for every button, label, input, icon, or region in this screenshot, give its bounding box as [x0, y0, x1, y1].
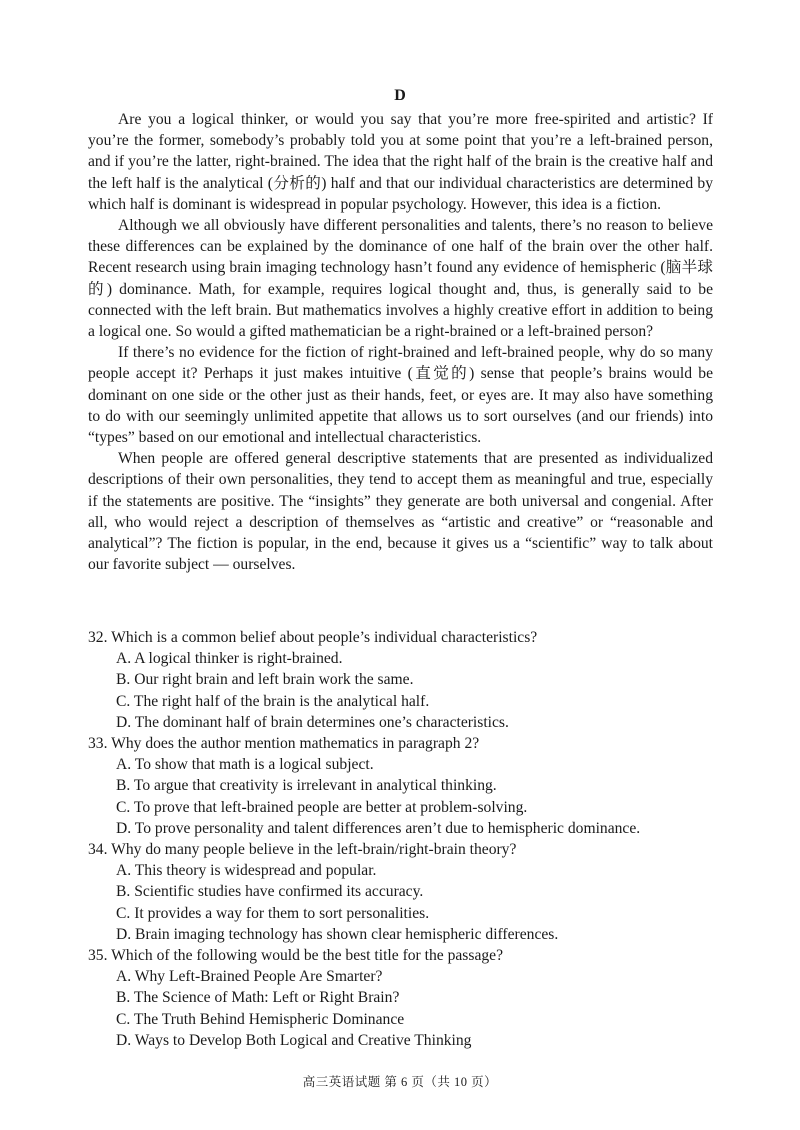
option-a: A. To show that math is a logical subject.: [116, 756, 374, 774]
question-stem: 32. Which is a common belief about people’s individual characteristics?: [88, 629, 538, 646]
option-list: [88, 860, 713, 945]
option-c: C. The Truth Behind Hemispheric Dominance: [116, 1010, 405, 1028]
question-list: [88, 627, 713, 1051]
option-a: A. A logical thinker is right-brained.: [116, 650, 343, 668]
option-d: D. Brain imaging technology has shown clear hemispheric differences.: [116, 925, 559, 943]
question-32: [88, 627, 713, 733]
option-d: D. To prove personality and talent differences aren’t due to hemispheric dominance.: [116, 819, 641, 837]
passage-paragraph-3: If there’s no evidence for the fiction of right-brained and left-brained people, why do so many people accept it? Perhaps it just makes intuitive (直觉的) sense that people’s brains would be dominant on one side or the other just as their hands, feet, or eyes are. It may also have something to do with our seemingly unlimited appetite that allows us to sort ourselves (and our friends) into “types” based on our emotional and intellectual characteristics.: [88, 344, 713, 447]
reading-passage: [88, 109, 713, 575]
passage-paragraph-2: Although we all obviously have different personalities and talents, there’s no reason to believe these differences can be explained by the dominance of one half of the brain over the other half. Recent research using brain imaging technology hasn’t found any evidence of hemispheric (脑半球的) dominance. Math, for example, requires logical thought and, thus, is generally said to be connected with the left brain. But mathematics involves a highly creative effort in addition to being a logical one. So would a gifted mathematician be a right-brained or a left-brained person?: [88, 217, 713, 341]
option-b: B. Scientific studies have confirmed its accuracy.: [116, 883, 424, 901]
passage-paragraph-1: Are you a logical thinker, or would you say that you’re more free-spirited and artistic? If you’re the former, somebody’s probably told you at some point that you’re a left-brained person, and if you’re the latter, right-brained. The idea that the right half of the brain is the creative half and the left half is the analytical (分析的) half and that our individual characteristics are determined by which half is dominant is widespread in popular psychology. However, this idea is a fiction.: [88, 111, 713, 213]
option-a: A. This theory is widespread and popular.: [116, 862, 377, 880]
option-d: D. Ways to Develop Both Logical and Creative Thinking: [116, 1031, 472, 1049]
option-a: A. Why Left-Brained People Are Smarter?: [116, 968, 383, 986]
option-d: D. The dominant half of brain determines one’s characteristics.: [116, 713, 509, 731]
passage-paragraph-4: When people are offered general descriptive statements that are presented as individualized descriptions of their own personalities, they tend to accept them as meaningful and true, especially if the statements are positive. The “insights” they generate are both universal and congenial. After all, who would reject a description of themselves as “artistic and creative” or “reasonable and analytical”? The fiction is popular, in the end, because it gives us a “scientific” way to talk about our favorite subject — ourselves.: [88, 450, 713, 574]
option-c: C. It provides a way for them to sort personalities.: [116, 904, 430, 922]
option-c: C. The right half of the brain is the analytical half.: [116, 692, 430, 710]
page-footer: 高三英语试题 第 6 页（共 10 页）: [302, 1075, 498, 1089]
section-heading: D: [394, 87, 406, 104]
option-list: [88, 966, 713, 1051]
question-34: [88, 839, 713, 945]
question-33: [88, 733, 713, 839]
question-stem: 34. Why do many people believe in the left-brain/right-brain theory?: [88, 841, 517, 859]
option-c: C. To prove that left-brained people are better at problem-solving.: [116, 798, 528, 816]
question-stem: 35. Which of the following would be the best title for the passage?: [88, 947, 504, 965]
option-b: B. To argue that creativity is irrelevant in analytical thinking.: [116, 777, 497, 795]
option-list: [88, 648, 713, 733]
option-b: B. The Science of Math: Left or Right Brain?: [116, 989, 400, 1007]
question-35: [88, 945, 713, 1051]
question-stem: 33. Why does the author mention mathematics in paragraph 2?: [88, 735, 480, 753]
option-b: B. Our right brain and left brain work the same.: [116, 671, 414, 689]
option-list: [88, 754, 713, 839]
